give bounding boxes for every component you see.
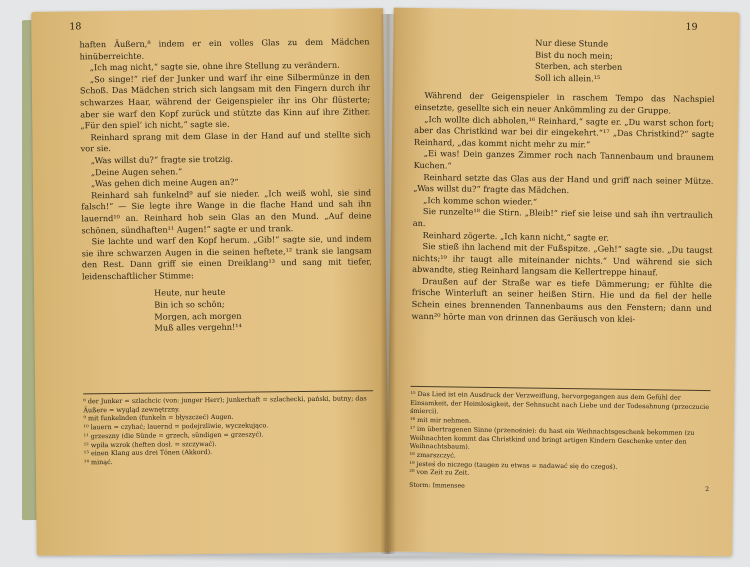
paragraph: „Ich wollte dich abholen,¹⁶ Reinhard,“ sagte er. „Du warst schon fort; aber das Christkind war bei dir eingekehrt.“¹⁷ „Das Christkind?“ sagte Reinhard, „das kommt nicht mehr zu mir.“ xyxy=(413,113,715,150)
page-number-left: 18 xyxy=(69,21,82,33)
paragraph: Reinhard sprang mit dem Glase in der Hand auf und stellte sich vor sie. xyxy=(80,129,371,154)
paragraph: „Ei was! Dein ganzes Zimmer roch nach Tannenbaum und braunem Kuchen.“ xyxy=(413,148,714,171)
poem-line: Morgen, ach morgen xyxy=(154,310,242,322)
poem-line: Bin ich so schön; xyxy=(154,298,225,310)
poem-line: Muß alles vergehn!¹⁴ xyxy=(154,321,242,333)
footnote: ¹⁹ jesteś do niczego (taugen zu etwas = nadawać się do czegoś). xyxy=(409,459,618,471)
footnote: ¹² wpiła wzrok (heften dosł. = szczywać). xyxy=(83,439,217,449)
footnote: ¹⁰ lauern = czyhać; lauernd = podejrzliwie, wyczekująco. xyxy=(83,421,269,432)
open-book xyxy=(12,4,740,560)
right-footnotes xyxy=(409,386,710,481)
footnote: ¹⁶ mit mir nehmen. xyxy=(410,415,472,425)
paragraph: „Was willst du?“ fragte sie trotzig. xyxy=(90,153,234,166)
paragraph: Reinhard zögerte. „Ich kann nicht,“ sagte er. xyxy=(422,229,609,243)
paragraph: „Was gehen dich meine Augen an?“ xyxy=(90,176,239,189)
footnote: ⁸ der Junker = szlachcic (von: junger Herr); junkerhaft = szlachecki, pański, butny; das Äußere = wygląd zewnętrzny. xyxy=(83,394,367,415)
book-gutter xyxy=(380,14,396,554)
paragraph: „Ich komme schon wieder.“ xyxy=(423,194,538,207)
paragraph: Während der Geigenspieler in raschem Tempo das Nachspiel einsetzte, gesellte sich ein neuer Ankömmling zu der Gruppe. xyxy=(414,90,715,116)
paragraph: Sie stieß ihn lachend mit der Fußspitze. „Geh!“ sagte sie. „Du taugst nichts;¹⁹ ihr taugt alle miteinander nichts.“ Und während sie sich abwandte, stieg Reinhard langsam die Kellertreppe hinauf. xyxy=(412,241,713,278)
paragraph: Draußen auf der Straße war es tiefe Dämmerung; er fühlte die frische Winterluft an seiner heißen Stirn. Hie und da fiel der helle Schein eines brennenden Tannenbaums aus den Fenstern; dann und wann²⁰ hörte man von drinnen das Geräusch von klei- xyxy=(411,275,713,324)
poem xyxy=(535,38,716,87)
poem-line: Heute, nur heute xyxy=(154,287,226,299)
paragraph: „Ich mag nicht,“ sagte sie, ohne ihre Stellung zu verändern. xyxy=(89,59,340,73)
poem xyxy=(154,286,372,335)
footer-title: Storm: Immensee xyxy=(409,481,465,490)
right-page-text xyxy=(411,36,715,326)
footnote: ¹⁴ minąć. xyxy=(83,457,113,467)
page-number-right: 19 xyxy=(685,21,698,33)
footnote: ¹⁵ Das Lied ist ein Ausdruck der Verzweiflung, hervorgegangen aus dem Gefühl der Einsamkeit, der Heimlosigkeit, der Sehnsucht nach Liebe und der Todesahnung (przeczucie śmierci). xyxy=(410,389,710,416)
paragraph: Reinhard sah funkelnd⁹ auf sie nieder. „Ich weiß wohl, sie sind falsch!“ — Sie legte ihre Wange in die flache Hand und sah ihn lauernd¹⁰ an. Reinhard hob sein Glas an den Mund. „Auf deine schönen, sündhaften¹¹ Augen!“ sagte er und trank. xyxy=(81,187,372,235)
footnote: ¹¹ grzeszny (die Sünde = grzech, sündigen = grzeszyć). xyxy=(83,430,264,441)
footnote: ¹⁷ im übertragenen Sinne (przenośnie): du hast ein Weihnachtsgeschenk bekommen (zu Weihnachten kommt das Christkind und bringt artigen Kindern Geschenke unter den Weihnachtsbaum). xyxy=(409,424,695,451)
left-footnotes xyxy=(83,390,374,467)
paragraph: „Deine Augen sehen.“ xyxy=(90,165,183,177)
footnote: ⁹ mit funkelnden (funkeln = błyszczeć) Augen. xyxy=(83,413,234,423)
paragraph: Sie lachte und warf den Kopf herum. „Gib!“ sagte sie, und indem sie ihre schwarzen Augen in die seinen heftete,¹² trank sie langsam den Rest. Dann griff sie einen Dreiklang¹³ und sang mit tiefer, leidenschaftlicher Stimme: xyxy=(81,233,372,282)
paragraph: „So singe!“ rief der Junker und warf ihr eine Silbermünze in den Schoß. Das Mädchen strich sich langsam mit den Fingern durch ihr schwarzes Haar, während der Geigenspieler ihr ins Ohr flüsterte; aber sie warf den Kopf zurück und stützte das Kinn auf ihre Zither. „Für den spiel’ ich nicht,“ sagte sie. xyxy=(79,71,371,131)
poem-line: Sterben, ach sterben xyxy=(534,60,623,72)
poem-line: Soll ich allein.¹⁵ xyxy=(534,72,601,84)
paragraph: Reinhard setzte das Glas aus der Hand und griff nach seiner Mütze. „Was willst du?“ fragte das Mädchen. xyxy=(413,171,714,196)
right-page xyxy=(386,8,740,557)
left-page xyxy=(31,8,389,556)
footer-signature: 2 xyxy=(705,486,710,494)
paragraph: Sie runzelte¹⁸ die Stirn. „Bleib!“ rief sie leise und sah ihn vertraulich an. xyxy=(412,206,714,228)
footnote: ¹³ einen Klang aus drei Tönen (Akkord). xyxy=(83,448,213,458)
book-shadow xyxy=(42,552,742,562)
paragraph: haften Äußern,⁸ indem er ein volles Glas zu dem Mädchen hinüberreichte. xyxy=(79,36,370,61)
footnote: ¹⁸ zmarszczyć. xyxy=(409,450,456,460)
poem-line: Bist du noch mein; xyxy=(535,49,614,61)
footnote: ²⁰ von Zeit zu Zeit. xyxy=(409,468,470,478)
left-page-text xyxy=(79,36,372,341)
page-footer xyxy=(409,482,709,493)
poem-line: Nur diese Stunde xyxy=(535,37,609,49)
